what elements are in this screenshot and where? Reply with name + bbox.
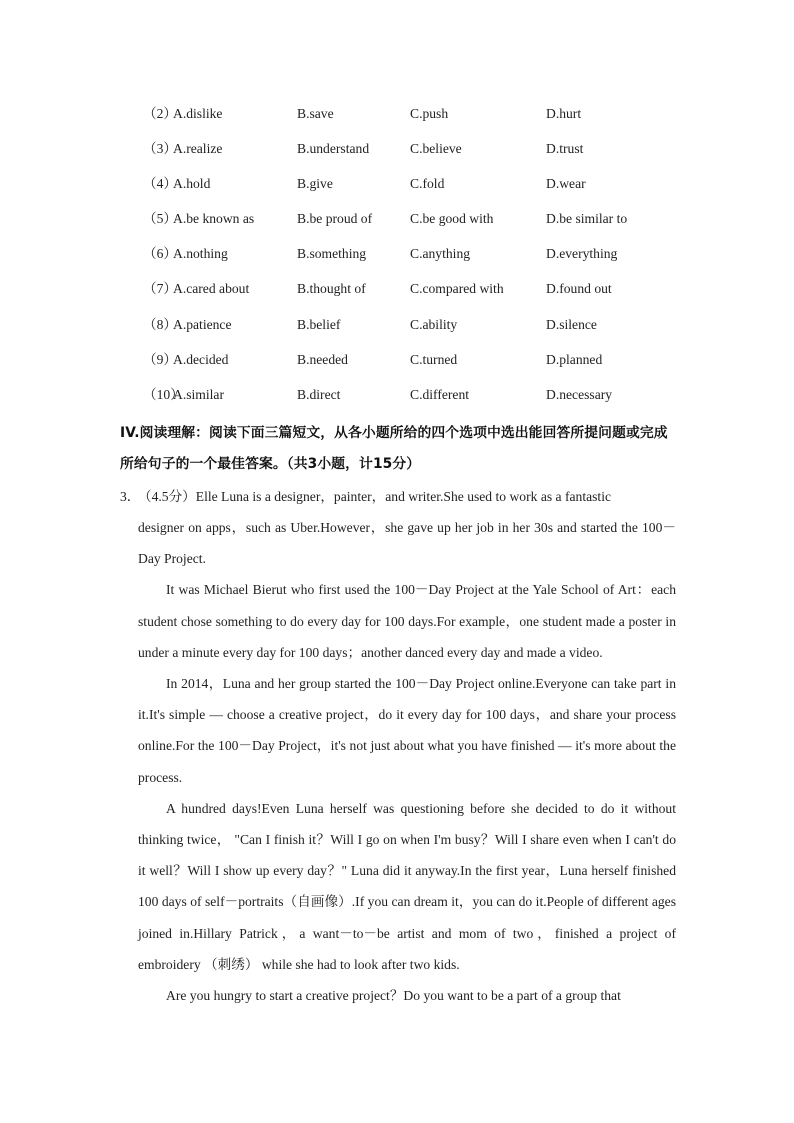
- option-d: D.everything: [546, 246, 618, 262]
- option-d: D.wear: [546, 176, 586, 192]
- option-b: B.be proud of: [297, 211, 373, 227]
- option-a: A.dislike: [173, 106, 223, 121]
- question-number: （4）: [143, 176, 177, 192]
- option-b: B.understand: [297, 141, 370, 157]
- question-number: （9）: [143, 351, 177, 367]
- option-b: B.needed: [297, 351, 348, 367]
- reading-passage: [138, 512, 676, 1011]
- option-d: D.silence: [546, 316, 597, 332]
- passage-paragraph: Are you hungry to start a creative project？Do you want to be a part of a group that: [166, 988, 621, 1004]
- question-number: （7）: [143, 281, 177, 297]
- option-b: B.something: [297, 246, 367, 262]
- option-b: B.belief: [297, 316, 341, 332]
- option-c: C.be good with: [410, 211, 494, 227]
- option-row: [143, 137, 703, 172]
- option-c: C.believe: [410, 141, 462, 157]
- question-number: 3．: [120, 489, 141, 504]
- question-first-line: （4.5分）Elle Luna is a designer，painter，and writer.She used to work as a fantastic: [138, 489, 612, 504]
- option-d: D.planned: [546, 351, 603, 367]
- option-row: [143, 383, 703, 418]
- passage-paragraph: It was Michael Bierut who first used the 100－Day Project at the Yale School of Art：each student chose something to do every day for 100 days.For example，one student made a poster in under a minute every day for 100 days；another danced every day and made a video.: [138, 582, 676, 660]
- option-a: A.patience: [173, 316, 232, 332]
- question-number: （8）: [143, 316, 177, 332]
- option-c: C.fold: [410, 176, 445, 192]
- question-number: （5）: [143, 211, 177, 227]
- option-b: B.save: [297, 106, 334, 121]
- option-a: A.decided: [173, 351, 229, 367]
- option-a: A.realize: [173, 141, 223, 157]
- option-row: [143, 242, 703, 277]
- option-row: [143, 102, 703, 137]
- option-c: C.ability: [410, 316, 458, 332]
- passage-paragraph: designer on apps，such as Uber.However，she gave up her job in her 30s and started the 100－Day Project.: [138, 520, 676, 567]
- question-header: [120, 481, 676, 512]
- section-heading: IV.阅读理解：阅读下面三篇短文，从各小题所给的四个选项中选出能回答所提问题或完成所给句子的一个最佳答案。（共3小题，计15分）: [120, 425, 668, 472]
- option-c: C.anything: [410, 246, 471, 262]
- option-row: [143, 207, 703, 242]
- option-a: A.similar: [173, 386, 224, 402]
- option-c: C.turned: [410, 351, 458, 367]
- option-b: B.thought of: [297, 281, 366, 297]
- option-d: D.necessary: [546, 386, 613, 402]
- option-row: [143, 172, 703, 207]
- question-number: （10）: [143, 386, 184, 402]
- option-a: A.be known as: [173, 211, 255, 227]
- option-d: D.hurt: [546, 106, 582, 121]
- option-b: B.give: [297, 176, 333, 192]
- option-c: C.push: [410, 106, 449, 121]
- option-row: [143, 348, 703, 383]
- passage-paragraph: In 2014，Luna and her group started the 100－Day Project online.Everyone can take part in it.It's simple — choose a creative project，do it every day for 100 days，and share your process online.For the 100－Day Project，it's not just about what you have finished — it's more about the process.: [138, 676, 676, 785]
- option-c: C.compared with: [410, 281, 504, 297]
- option-a: A.nothing: [173, 246, 228, 262]
- passage-paragraph: A hundred days!Even Luna herself was questioning before she decided to do it without thinking twice， "Can I finish it？Will I go on when I'm busy？Will I share even when I can't do it well？Will I show up every day？" Luna did it anyway.In the first year，Luna herself finished 100 days of self－portraits（自画像）.If you can dream it，you can do it.People of different ages joined in.Hillary Patrick，a want－to－be artist and mom of two，finished a project of embroidery （刺绣） while she had to look after two kids.: [138, 800, 676, 972]
- option-a: A.cared about: [173, 281, 250, 297]
- question-number: （2）: [143, 106, 177, 121]
- option-c: C.different: [410, 386, 470, 402]
- question-number: （3）: [143, 141, 177, 157]
- option-d: D.be similar to: [546, 211, 628, 227]
- option-d: D.trust: [546, 141, 584, 157]
- option-d: D.found out: [546, 281, 612, 297]
- option-row: [143, 313, 703, 348]
- question-number: （6）: [143, 246, 177, 262]
- option-a: A.hold: [173, 176, 211, 192]
- option-row: [143, 277, 703, 312]
- option-b: B.direct: [297, 386, 341, 402]
- options-table: [143, 102, 703, 418]
